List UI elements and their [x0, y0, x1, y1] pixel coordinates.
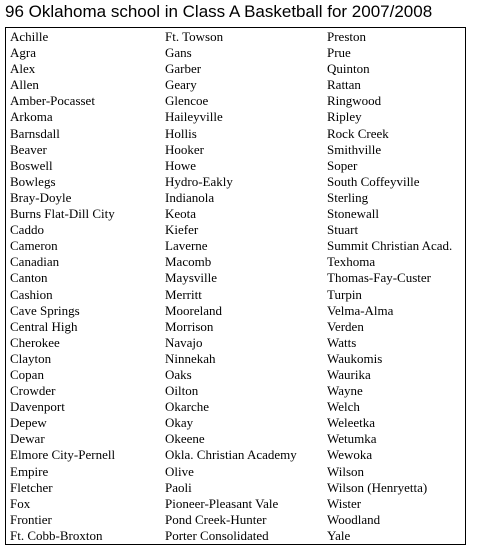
school-name: Empire	[10, 463, 49, 479]
school-name: Caddo	[10, 222, 44, 238]
school-name: Elmore City-Pernell	[10, 447, 116, 463]
school-name: Paoli	[165, 479, 192, 495]
school-name: Gans	[165, 45, 192, 61]
school-name: Wister	[327, 495, 362, 511]
school-name: Canton	[10, 270, 48, 286]
school-name: Waurika	[327, 366, 371, 382]
school-name: Prue	[327, 45, 351, 61]
school-name: Allen	[10, 77, 39, 93]
school-column-2	[165, 29, 297, 544]
school-name: Agra	[10, 45, 36, 61]
school-name: Fletcher	[10, 479, 53, 495]
school-name: Navajo	[165, 334, 203, 350]
school-name: Velma-Alma	[327, 302, 394, 318]
school-name: Merritt	[165, 286, 202, 302]
school-name: Macomb	[165, 254, 212, 270]
school-name: Bowlegs	[10, 173, 56, 189]
school-name: Haileyville	[165, 109, 223, 125]
school-name: Woodland	[327, 511, 381, 527]
school-name: Cherokee	[10, 334, 60, 350]
school-name: Hydro-Eakly	[165, 173, 233, 189]
school-name: Kiefer	[165, 222, 199, 238]
school-name: Okla. Christian Academy	[165, 447, 297, 463]
school-name: Watts	[327, 334, 357, 350]
school-name: Frontier	[10, 511, 52, 527]
school-name: Boswell	[10, 157, 53, 173]
school-name: Hollis	[165, 125, 197, 141]
school-name: Olive	[165, 463, 194, 479]
school-name: Pond Creek-Hunter	[165, 511, 267, 527]
school-name: Verden	[327, 318, 364, 334]
school-name: Hooker	[165, 141, 204, 157]
school-name: Wetumka	[327, 431, 377, 447]
school-name: Rattan	[327, 77, 361, 93]
school-name: Stonewall	[327, 206, 379, 222]
school-name: Davenport	[10, 399, 65, 415]
school-name: Bray-Doyle	[10, 189, 72, 205]
school-name: Mooreland	[165, 302, 223, 318]
school-name: Cameron	[10, 238, 58, 254]
school-name: Maysville	[165, 270, 217, 286]
school-name: Cave Springs	[10, 302, 80, 318]
school-name: Fox	[10, 495, 31, 511]
school-name: Barnsdall	[10, 125, 60, 141]
school-name: Waukomis	[327, 350, 383, 366]
school-name: Burns Flat-Dill City	[10, 206, 115, 222]
school-name: Clayton	[10, 350, 52, 366]
school-name: Oaks	[165, 366, 192, 382]
school-name: Central High	[10, 318, 78, 334]
school-name: Wayne	[327, 383, 363, 399]
school-name: Copan	[10, 366, 44, 382]
school-name: Quinton	[327, 61, 370, 77]
school-name: Laverne	[165, 238, 208, 254]
school-name: Thomas-Fay-Custer	[327, 270, 431, 286]
school-name: Welch	[327, 399, 360, 415]
school-name: Okarche	[165, 399, 210, 415]
school-name: Sterling	[327, 189, 369, 205]
school-name: Ripley	[327, 109, 362, 125]
school-name: Depew	[10, 415, 47, 431]
school-name: Rock Creek	[327, 125, 389, 141]
school-name: Wewoka	[327, 447, 373, 463]
school-name: Geary	[165, 77, 197, 93]
school-name: Ringwood	[327, 93, 382, 109]
school-name: Morrison	[165, 318, 214, 334]
school-name: Beaver	[10, 141, 47, 157]
school-name: Crowder	[10, 383, 56, 399]
school-name: Soper	[327, 157, 358, 173]
school-column-1	[10, 29, 115, 544]
school-name: South Coffeyville	[327, 173, 420, 189]
school-name: Howe	[165, 157, 197, 173]
school-name: Garber	[165, 61, 202, 77]
school-name: Ft. Towson	[165, 29, 224, 44]
school-name: Turpin	[327, 286, 362, 302]
school-column-3	[327, 29, 452, 544]
school-name: Cashion	[10, 286, 53, 302]
school-name: Okeene	[165, 431, 205, 447]
school-name: Amber-Pocasset	[10, 93, 95, 109]
school-name: Porter Consolidated	[165, 527, 269, 543]
school-name: Summit Christian Acad.	[327, 238, 453, 254]
school-name: Okay	[165, 415, 194, 431]
school-name: Dewar	[10, 431, 45, 447]
school-name: Indianola	[165, 189, 215, 205]
school-name: Canadian	[10, 254, 60, 270]
school-name: Ninnekah	[165, 350, 216, 366]
school-name: Pioneer-Pleasant Vale	[165, 495, 279, 511]
school-name: Texhoma	[327, 254, 376, 270]
school-name: Wilson	[327, 463, 365, 479]
school-name: Arkoma	[10, 109, 53, 125]
school-name: Preston	[327, 29, 366, 44]
school-name: Smithville	[327, 141, 382, 157]
school-name: Alex	[10, 61, 36, 77]
school-name: Keota	[165, 206, 197, 222]
school-name: Oilton	[165, 383, 199, 399]
school-name: Weleetka	[327, 415, 376, 431]
school-name: Ft. Cobb-Broxton	[10, 527, 103, 543]
school-name: Glencoe	[165, 93, 209, 109]
school-name: Yale	[327, 527, 351, 543]
school-name: Stuart	[327, 222, 359, 238]
school-list-box	[5, 27, 466, 545]
page-title: 96 Oklahoma school in Class A Basketball for 2007/2008	[5, 2, 433, 21]
school-name: Achille	[10, 29, 49, 44]
school-name: Wilson (Henryetta)	[327, 479, 428, 495]
